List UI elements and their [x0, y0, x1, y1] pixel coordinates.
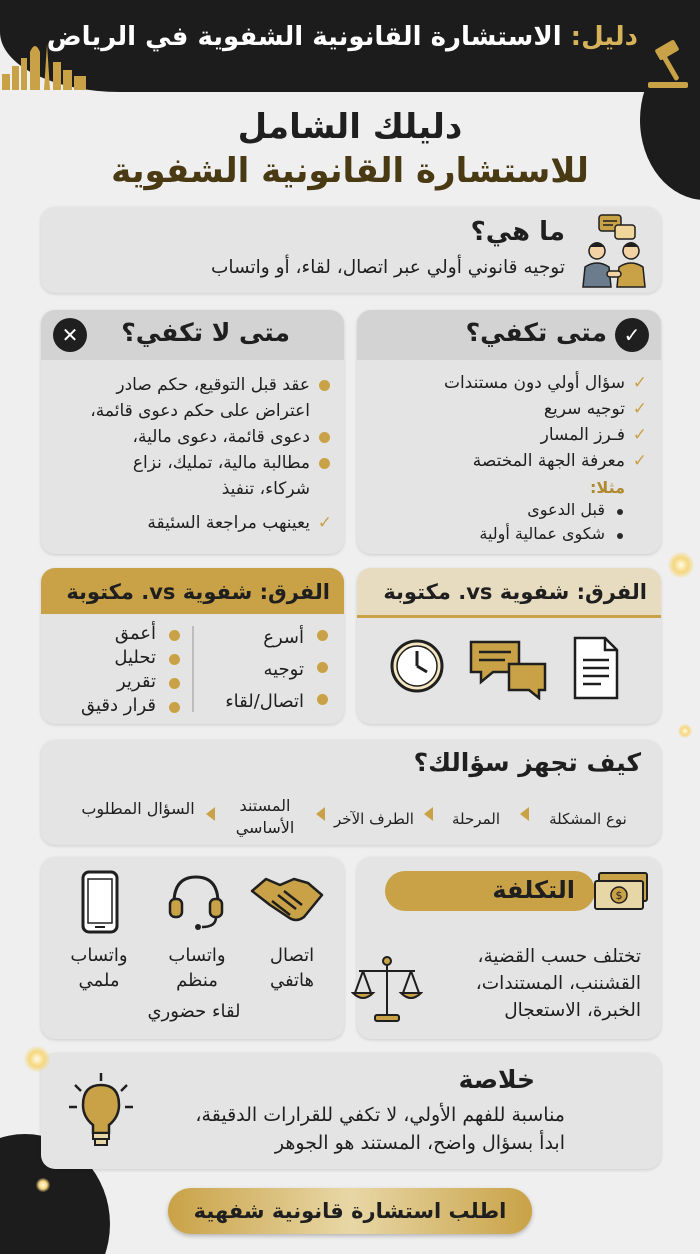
cost-text [476, 943, 641, 1024]
cost-line: تختلف حسب القضية، [477, 946, 641, 967]
when-enough-title: متى تكفي؟ [465, 318, 607, 347]
list-item: ✓ معرفة الجهة المختصة [444, 448, 647, 474]
sparkle [678, 724, 692, 738]
cost-line: القشننب، المستندات، [475, 973, 641, 994]
list-item: دعوى قائمة، دعوى مالية، [90, 424, 332, 450]
document-icon [571, 636, 621, 700]
list-item: أسرع [225, 622, 330, 654]
banner-title-prefix: دليل: [570, 22, 638, 52]
when-enough-list [444, 370, 647, 474]
lightbulb-icon [69, 1071, 133, 1151]
channel-whatsapp-organized: واتساب منظم [168, 945, 226, 991]
list-item: ✓ سؤال أولي دون مستندات [444, 370, 647, 396]
gavel-icon [642, 38, 694, 90]
page-title-line-1: دليلك الشامل [237, 107, 463, 147]
svg-text:$: $ [615, 889, 623, 902]
check-circle-icon: ✓ [615, 318, 649, 352]
prepare-question-card [41, 740, 661, 845]
channel-in-person: لقاء حضوري [147, 1001, 241, 1022]
step-arrow [424, 807, 433, 821]
list-item: اعتراض على حكم دعوى قائمة، [90, 401, 310, 421]
list-item: شكوى عمالية أولية [479, 522, 627, 546]
list-item: توجيه [225, 654, 330, 686]
request-consultation-button[interactable]: اطلب استشارة قانونية شفهية [168, 1188, 532, 1234]
money-icon [593, 871, 651, 913]
difference-icons-card [357, 568, 661, 724]
when-not-enough-card [41, 310, 344, 554]
summary-card [41, 1053, 661, 1169]
what-is-title: ما هي؟ [470, 217, 565, 247]
top-banner [0, 0, 700, 92]
x-circle-icon: ✕ [53, 318, 87, 352]
step-arrow [206, 807, 215, 821]
prepare-title: كيف تجهز سؤالك؟ [413, 748, 641, 777]
list-item: أعمق [81, 622, 182, 646]
step-arrow [520, 807, 529, 821]
mobile-phone-icon [80, 869, 120, 935]
list-item: ✓ يعينهب مراجعة السئيقة [90, 510, 332, 536]
step-required-question: السؤال المطلوب [81, 799, 195, 818]
summary-line: مناسبة للفهم الأولي، لا تكفي للقرارات الدقيقة، [195, 1104, 565, 1126]
when-enough-header [357, 310, 661, 360]
column-divider [192, 626, 194, 712]
written-list [81, 622, 182, 718]
when-enough-card [357, 310, 661, 554]
example-label: مثلا: [590, 478, 625, 497]
banner-title [46, 22, 638, 52]
cost-title-pill [385, 871, 595, 911]
clock-icon [389, 638, 445, 694]
sparkle [36, 1178, 50, 1192]
list-item: عقد قبل التوقيع، حكم صادر [90, 372, 332, 398]
cost-card [357, 857, 661, 1039]
sparkle [24, 1046, 50, 1072]
when-not-enough-list [90, 372, 332, 536]
handshake-icon [250, 873, 324, 927]
list-item: ✓ توجيه سريع [444, 396, 647, 422]
list-item: شركاء، تنفيذ [221, 479, 310, 499]
list-item: تقرير [81, 670, 182, 694]
when-not-enough-title: متى لا تكفي؟ [121, 318, 290, 347]
step-problem-type: نوع المشكلة [549, 810, 627, 828]
step-arrow [316, 807, 325, 821]
page-title [60, 105, 640, 193]
chat-bubbles-icon [469, 638, 549, 700]
channels-card [41, 857, 344, 1039]
prepare-steps [55, 795, 643, 845]
headset-icon [166, 871, 226, 933]
channel-call: اتصال هاتفي [269, 945, 315, 991]
summary-line: ابدأ بسؤال واضح، المستند هو الجوهر [274, 1132, 565, 1154]
scales-of-justice-icon [351, 953, 423, 1025]
difference-icons-header [357, 568, 661, 618]
example-list [479, 498, 627, 546]
cost-line: الخبرة، الاستعجال [504, 1000, 641, 1021]
consultation-people-icon [579, 213, 649, 289]
step-stage: المرحلة [452, 810, 500, 828]
what-is-text: توجيه قانوني أولي عبر اتصال، لقاء، أو واتساب [210, 257, 565, 278]
summary-title: خلاصة [458, 1065, 535, 1094]
riyadh-skyline-icon [0, 38, 90, 90]
difference-text-title: الفرق: شفوية vs. مكتوبة [66, 580, 330, 604]
difference-icons-title: الفرق: شفوية vs. مكتوبة [383, 580, 647, 604]
difference-text-card [41, 568, 344, 724]
page-title-line-2: للاستشارة القانونية الشفوية [111, 151, 589, 191]
channel-whatsapp-brief: واتساب ملمي [70, 945, 128, 991]
list-item: قبل الدعوى [479, 498, 627, 522]
step-other-party: الطرف الآخر [334, 810, 414, 828]
list-item: اتصال/لقاء [225, 686, 330, 718]
what-is-card [41, 207, 661, 293]
summary-text [195, 1101, 565, 1157]
list-item: قرار دقيق [81, 694, 182, 718]
sparkle [668, 552, 694, 578]
list-item: تحليل [81, 646, 182, 670]
step-main-document: المستند الأساسي [235, 796, 295, 837]
list-item: مطالبة مالية، تمليك، نزاع [90, 450, 332, 476]
list-item: ✓ فـرز المسار [444, 422, 647, 448]
banner-title-text: الاستشارة القانونية الشفوية في الرياض [46, 22, 571, 52]
cost-title: التكلفة [492, 876, 575, 904]
difference-text-header [41, 568, 344, 614]
oral-list [225, 622, 330, 718]
when-not-enough-header [41, 310, 344, 360]
